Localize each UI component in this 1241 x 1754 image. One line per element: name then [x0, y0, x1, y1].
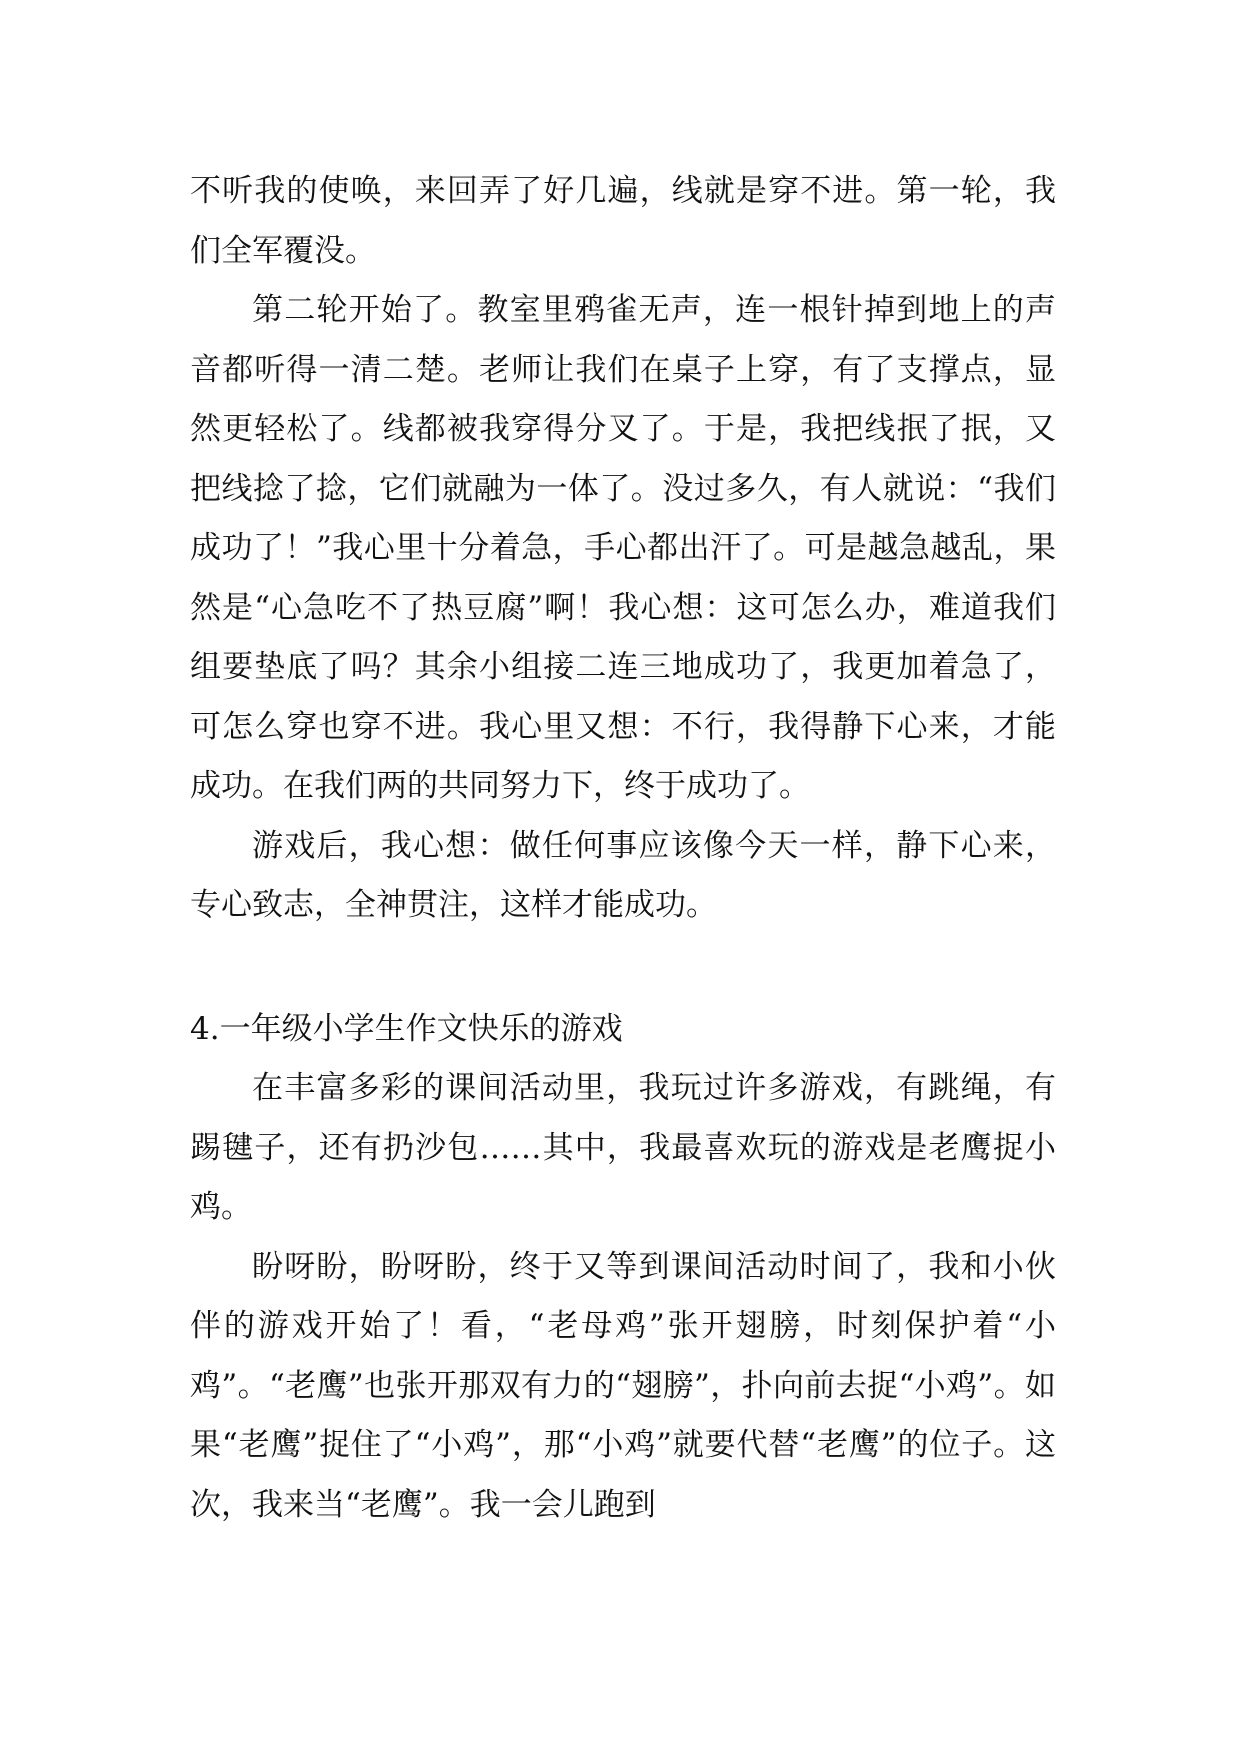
paragraph-continued: 不听我的使唤，来回弄了好几遍，线就是穿不进。第一轮，我们全军覆没。 — [190, 173, 1056, 269]
document-page — [190, 162, 1056, 1535]
section-spacer — [190, 936, 1056, 1000]
paragraph-after-game: 游戏后，我心想：做任何事应该像今天一样，静下心来，专心致志，全神贯注，这样才能成功。 — [190, 827, 1056, 923]
section-title: 4.一年级小学生作文快乐的游戏 — [190, 1010, 623, 1047]
paragraph-second-round: 第二轮开始了。教室里鸦雀无声，连一根针掉到地上的声音都听得一清二楚。老师让我们在桌子上穿，有了支撑点，显然更轻松了。线都被我穿得分叉了。于是，我把线抿了抿，又把线捻了捻，它们就融为一体了。没过多久，有人就说：“我们成功了！”我心里十分着急，手心都出汗了。可是越急越乱，果然是“心急吃不了热豆腐”啊！我心想：这可怎么办，难道我们组要垫底了吗？其余小组接二连三地成功了，我更加着急了，可怎么穿也穿不进。我心里又想：不行，我得静下心来，才能成功。在我们两的共同努力下，终于成功了。 — [190, 292, 1056, 804]
paragraph-eagle-game: 盼呀盼，盼呀盼，终于又等到课间活动时间了，我和小伙伴的游戏开始了！看，“老母鸡”张开翅膀，时刻保护着“小鸡”。“老鹰”也张开那双有力的“翅膀”，扑向前去捉“小鸡”。如果“老鹰”捉住了“小鸡”，那“小鸡”就要代替“老鹰”的位子。这次，我来当“老鹰”。我一会儿跑到 — [190, 1248, 1056, 1523]
paragraph-intro: 在丰富多彩的课间活动里，我玩过许多游戏，有跳绳，有踢毽子，还有扔沙包……其中，我最喜欢玩的游戏是老鹰捉小鸡。 — [190, 1070, 1056, 1225]
